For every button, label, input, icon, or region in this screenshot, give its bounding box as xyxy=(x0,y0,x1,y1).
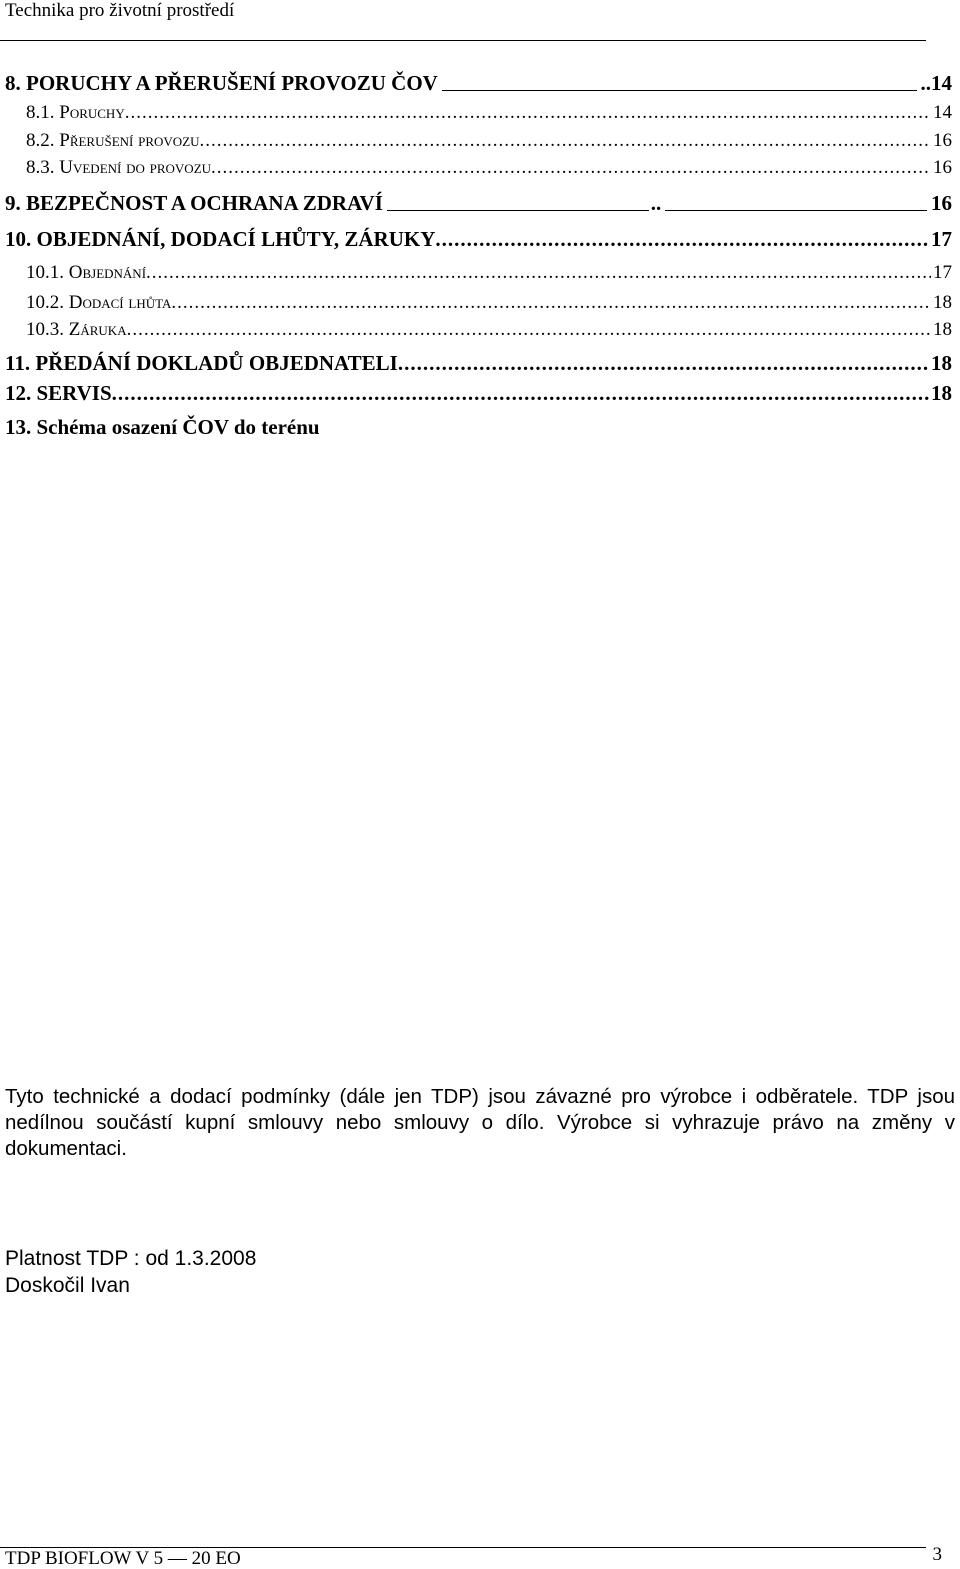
toc-leader-dots xyxy=(211,155,931,181)
toc-entry-label: 11. PŘEDÁNÍ DOKLADŮ OBJEDNATELI xyxy=(5,351,398,375)
toc-entry-label: 8.2. Přerušení provozu xyxy=(26,130,200,151)
toc-entry-page: 17 xyxy=(933,262,952,283)
toc-leader-dots xyxy=(435,226,929,252)
toc-entry[interactable] xyxy=(5,226,952,252)
toc-entry[interactable] xyxy=(5,128,952,154)
toc-entry[interactable] xyxy=(5,155,952,181)
toc-leader-dots xyxy=(112,380,929,406)
toc-leader-dots: .. xyxy=(650,191,662,215)
toc-entry-label: 8.1. Poruchy xyxy=(26,102,125,123)
toc-leader-dots xyxy=(171,290,931,316)
validity-author: Doskočil Ivan xyxy=(5,1274,130,1297)
toc-leader-line xyxy=(387,210,649,211)
toc-leader-dots xyxy=(398,350,929,376)
toc-entry-label: 8.3. Uvedení do provozu xyxy=(26,157,212,178)
header-divider xyxy=(0,40,926,41)
toc-entry-page: 14 xyxy=(933,102,952,123)
toc-entry[interactable] xyxy=(5,350,952,376)
toc-entry-page: 16 xyxy=(933,130,952,151)
toc-entry[interactable] xyxy=(5,260,952,286)
toc-entry-label: 9. BEZPEČNOST A OCHRANA ZDRAVÍ xyxy=(5,191,383,215)
toc-entry-label: 12. SERVIS xyxy=(5,381,112,405)
toc-entry-page: 18 xyxy=(931,381,952,405)
toc-entry-label: 13. Schéma osazení ČOV do terénu xyxy=(5,415,320,439)
notice-paragraph: Tyto technické a dodací podmínky (dále jen TDP) jsou závazné pro výrobce i odběratele. TDP jsou nedílnou součástí kupní smlouvy nebo smlouvy o dílo. Výrobce si vyhrazuje právo na změny v dokumentaci. xyxy=(5,1085,955,1160)
toc-entry[interactable] xyxy=(5,380,952,406)
toc-leader-line xyxy=(665,210,927,211)
toc-entry[interactable] xyxy=(5,100,952,126)
toc-leader-dots xyxy=(127,317,931,343)
toc-entry-page: 16 xyxy=(933,157,952,178)
validity-date: Platnost TDP : od 1.3.2008 xyxy=(5,1247,257,1270)
toc-leader-dots xyxy=(125,100,931,126)
toc-entry-label: 10. OBJEDNÁNÍ, DODACÍ LHŮTY, ZÁRUKY xyxy=(5,227,436,251)
toc-leader-line xyxy=(442,90,917,91)
toc-entry[interactable] xyxy=(5,414,952,440)
page-header-title: Technika pro životní prostředí xyxy=(5,0,235,21)
toc-leader-dots xyxy=(146,260,931,286)
toc-entry-label: 10.3. Záruka xyxy=(26,319,127,340)
toc-entry-label: 8. PORUCHY A PŘERUŠENÍ PROVOZU ČOV xyxy=(5,71,438,95)
validity-block xyxy=(5,1245,256,1299)
toc-entry-page: 18 xyxy=(933,319,952,340)
toc-entry-page: 16 xyxy=(931,191,952,215)
footer-page-number: 3 xyxy=(932,1544,942,1565)
toc-entry-page: 18 xyxy=(933,292,952,313)
toc-entry[interactable] xyxy=(5,70,952,96)
toc-entry-page: ..14 xyxy=(920,71,952,95)
toc-entry-page: 18 xyxy=(931,351,952,375)
toc-leader-dots xyxy=(200,128,931,154)
toc-entry-label: 10.1. Objednání xyxy=(26,262,147,283)
toc-entry[interactable] xyxy=(5,317,952,343)
toc-entry-page: 17 xyxy=(931,227,952,251)
toc-entry[interactable] xyxy=(5,190,952,216)
toc-entry-label: 10.2. Dodací lhůta xyxy=(26,292,172,313)
toc-entry[interactable] xyxy=(5,290,952,316)
footer-document-name: TDP BIOFLOW V 5 — 20 EO xyxy=(5,1548,241,1569)
